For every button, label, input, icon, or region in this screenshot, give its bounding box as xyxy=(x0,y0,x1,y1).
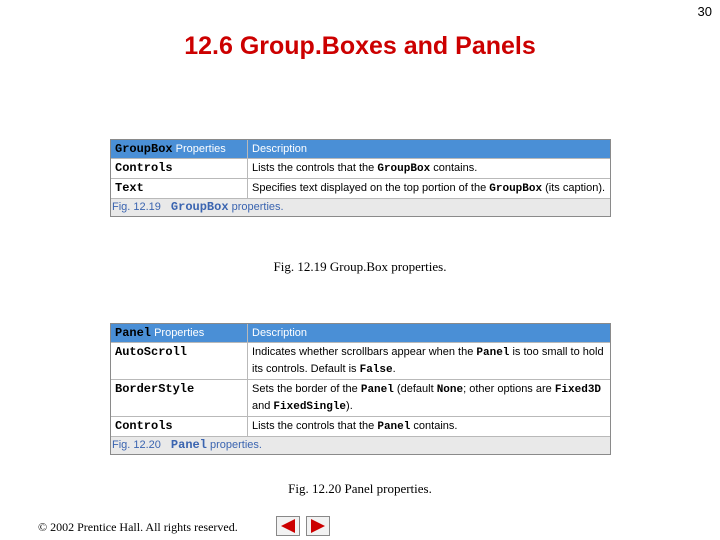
desc-text: Indicates whether scrollbars appear when the xyxy=(252,346,477,358)
caption-code: Panel xyxy=(170,438,207,452)
desc-text: is too small to hold its controls. Default is xyxy=(252,346,604,375)
caption-fig: Fig. 12.20 xyxy=(112,439,161,451)
desc-code: FixedSingle xyxy=(273,401,347,413)
desc-code: None xyxy=(436,384,464,396)
desc-text: and xyxy=(252,400,274,412)
header-suffix: Properties xyxy=(151,327,205,339)
caption-text: properties. xyxy=(206,439,262,451)
desc-text: contains. xyxy=(410,420,458,432)
page-number: 30 xyxy=(697,4,712,19)
table-row xyxy=(111,380,610,417)
triangle-left-icon xyxy=(276,516,300,536)
desc-text: (default xyxy=(393,383,437,395)
table-caption xyxy=(111,199,610,216)
desc-text: Sets the border of the xyxy=(252,383,361,395)
next-slide-button[interactable] xyxy=(306,516,330,536)
property-name: Controls xyxy=(111,159,248,178)
figure-caption-groupbox: Fig. 12.19 Group.Box properties. xyxy=(273,259,447,274)
desc-code: GroupBox xyxy=(377,163,431,175)
triangle-right-icon xyxy=(306,516,330,536)
property-description xyxy=(248,380,610,416)
caption-fig: Fig. 12.19 xyxy=(112,201,161,213)
header-property-cell xyxy=(111,140,248,158)
header-suffix: Properties xyxy=(172,143,226,155)
header-description-cell: Description xyxy=(252,327,308,339)
panel-properties-table xyxy=(110,323,611,455)
header-description-cell: Description xyxy=(252,143,308,155)
desc-code: Fixed3D xyxy=(554,384,602,396)
figure-caption-panel: Fig. 12.20 Panel properties. xyxy=(288,481,432,496)
property-name: BorderStyle xyxy=(111,380,248,416)
property-name: Controls xyxy=(111,417,248,436)
desc-code: GroupBox xyxy=(489,183,543,195)
table-row xyxy=(111,417,610,437)
desc-code: Panel xyxy=(377,421,411,433)
caption-text: properties. xyxy=(228,201,284,213)
desc-text: contains. xyxy=(430,162,478,174)
property-name: Text xyxy=(111,179,248,198)
property-description xyxy=(248,343,610,379)
desc-code: Panel xyxy=(476,347,510,359)
desc-code: False xyxy=(359,364,393,376)
table-row xyxy=(111,343,610,380)
property-description xyxy=(248,417,610,436)
table-row xyxy=(111,179,610,199)
property-name: AutoScroll xyxy=(111,343,248,379)
header-mono: GroupBox xyxy=(115,142,173,156)
header-mono: Panel xyxy=(115,326,152,340)
desc-text: Lists the controls that the xyxy=(252,420,378,432)
slide-title: 12.6 Group.Boxes and Panels xyxy=(184,32,536,60)
table-row xyxy=(111,159,610,179)
caption-code: GroupBox xyxy=(170,200,229,214)
copyright-notice: © 2002 Prentice Hall. All rights reserved. xyxy=(38,520,238,534)
desc-text: ; other options are xyxy=(463,383,555,395)
groupbox-properties-table xyxy=(110,139,611,217)
table-header xyxy=(111,324,610,343)
table-header xyxy=(111,140,610,159)
desc-text: Specifies text displayed on the top portion of the xyxy=(252,182,490,194)
desc-text: Lists the controls that the xyxy=(252,162,378,174)
desc-text: ). xyxy=(346,400,353,412)
desc-text: (its caption). xyxy=(542,182,606,194)
desc-text: . xyxy=(392,363,396,375)
previous-slide-button[interactable] xyxy=(276,516,300,536)
header-property-cell xyxy=(111,324,248,342)
desc-code: Panel xyxy=(360,384,394,396)
property-description xyxy=(248,179,610,198)
property-description xyxy=(248,159,610,178)
table-caption xyxy=(111,437,610,454)
